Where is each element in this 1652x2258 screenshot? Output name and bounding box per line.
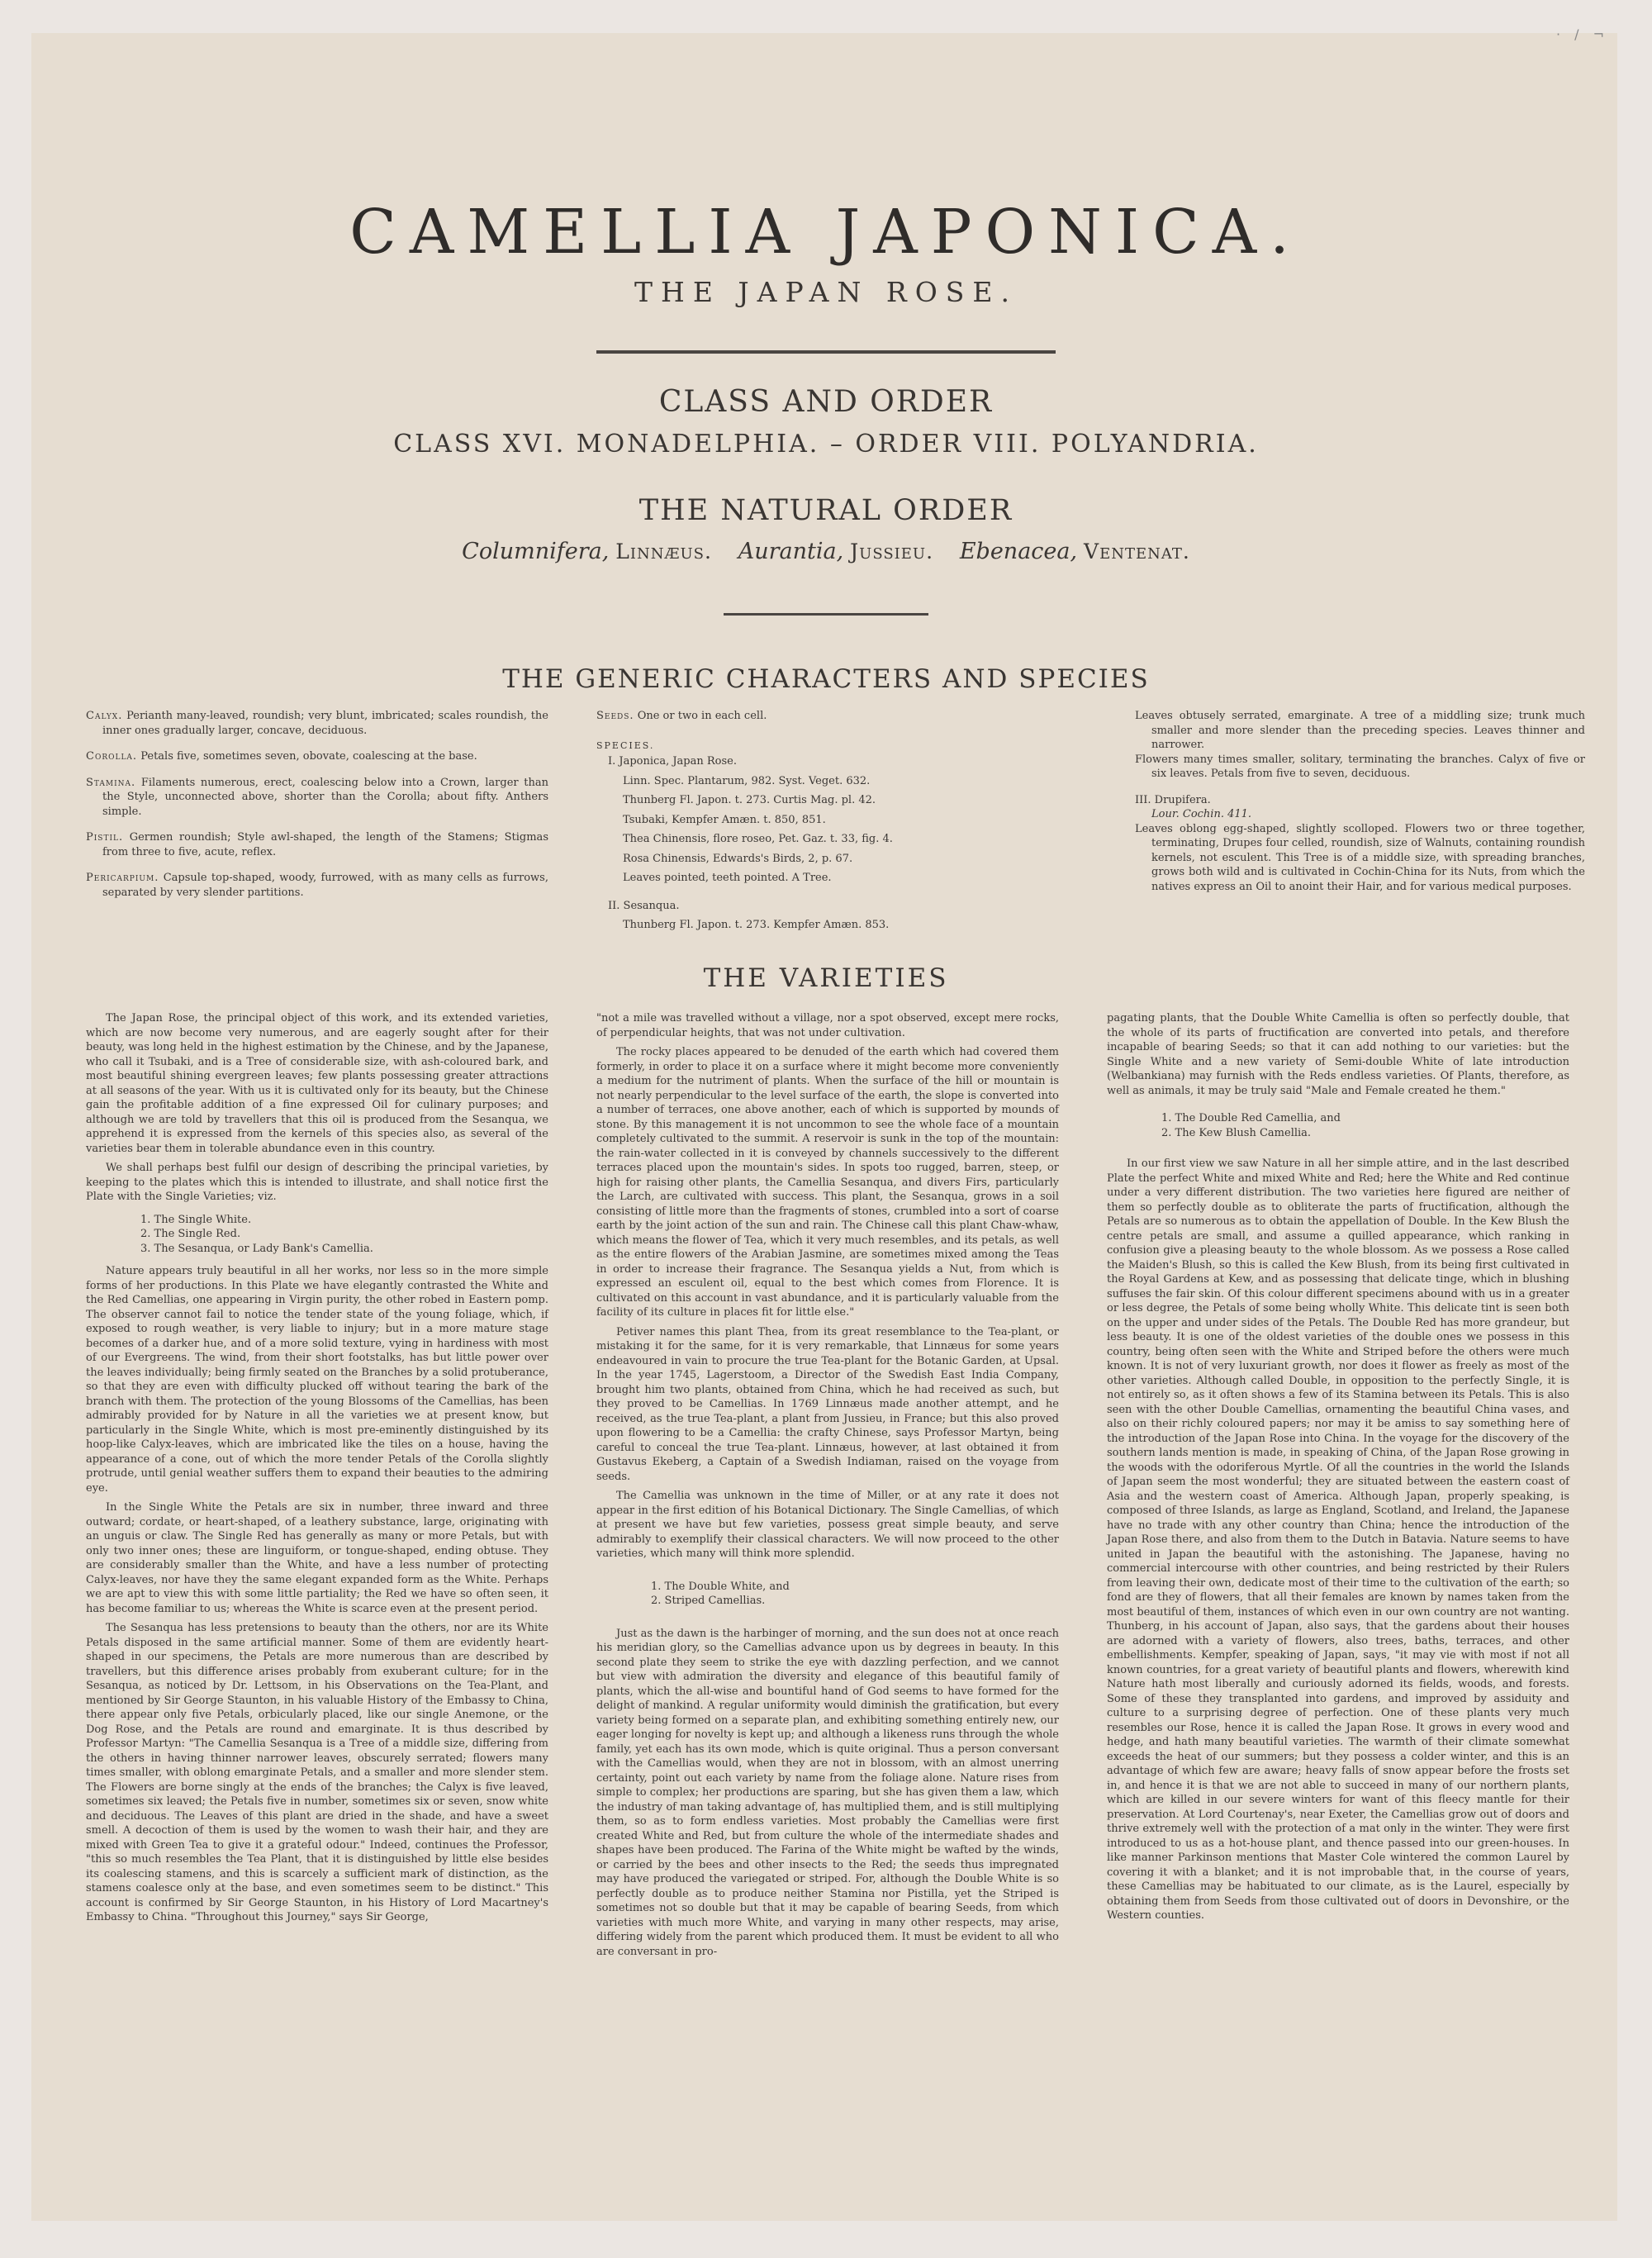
generic-characters-column-middle (596, 709, 1059, 938)
natural-order-heading: THE NATURAL ORDER (638, 494, 1014, 527)
natural-a-name: Columnifera, (462, 539, 610, 564)
variety-list-item: 2. The Kew Blush Camellia. (1161, 1126, 1312, 1139)
species-3-heading: III. Drupifera. (1135, 793, 1211, 806)
generic-characters-column-left (86, 709, 548, 911)
corner-mark: · / ¬ (1555, 26, 1609, 42)
page-title: CAMELLIA JAPONICA. (349, 197, 1303, 268)
varieties-paragraph: Just as the dawn is the harbinger of morning, and the sun does not at once reach his meridian glory, so the Camellias advance upon us by degrees in beauty. In this second plate they seem to strike the eye with dazzling perfection, and we cannot but view with admiration the diversity and elegance of this beautiful family of plants, which the all-wise and bountiful hand of God seems to have formed for the delight of mankind. A regular uniformity would diminish the gratification, but every variety being formed on a separate plan, and exhibiting something entirely new, our eager longing for novelty is kept up; and although a likeness runs through the whole family, yet each has its own mode, which is quite original. Thus a person conversant with the Camellias would, when they are not in blossom, with an almost unerring certainty, point out each variety by name from the foliage alone. Nature rises from simple to complex; her productions are sparing, but she has given them a law, which the industry of man taking advantage of, has multiplied them, and is still multiplying them, so as to form endless varieties. Most probably the Camellias were first created White and Red, but from culture the whole of the intermediate shades and shapes have been produced. The Farina of the White might be wafted by the winds, or carried by the bees and other insects to the Red; the seeds thus impregnated may have produced the variegated or striped. For, although the Double White is so perfectly double as to produce neither Stamina nor Pistilla, yet the Striped is sometimes not so double but that it may be capable of bearing Seeds, from which varieties with much more White, and varying in many other respects, may arise, differing widely from the parent which produced them. It must be evident to all who are conversant in pro- (596, 1627, 1059, 1958)
page-subtitle: THE JAPAN ROSE. (634, 276, 1018, 308)
variety-list-item: 1. The Double White, and (651, 1580, 790, 1593)
natural-a-author: Linnæus. (615, 540, 712, 563)
varieties-column-left (86, 1011, 548, 1930)
red-blush-varieties-list (1107, 1111, 1569, 1140)
species-3-description: Leaves oblong egg-shaped, slightly scolloped. Flowers two or three together, terminating, Drupes four celled, roundish, size of Walnuts, containing roundish kernels, not esculent. This Tree is of a middle size, with spreading branches, grows both wild and is cultivated in Cochin-China for its Nuts, from which the natives express an Oil to anoint their Hair, and for various medical purposes. (1135, 822, 1585, 893)
varieties-heading: THE VARIETIES (703, 963, 949, 993)
varieties-paragraph: pagating plants, that the Double White Camellia is often so perfectly double, that the whole of its parts of fructification are converted into petals, and therefore incapable of bearing Seeds; so that it can add nothing to our varieties: but the Single White and a new variety of Semi-double White of late introduction (Welbankiana) may furnish with the Reds endless varieties. Of Plants, therefore, as well as animals, it may be truly said "Male and Female created he them." (1107, 1012, 1569, 1097)
species-1-heading: I. Japonica, Japan Rose. (608, 755, 737, 768)
section-divider (724, 613, 928, 616)
species-3-reference: Lour. Cochin. 411. (1151, 808, 1252, 820)
class-heading: CLASS AND ORDER (658, 385, 994, 419)
calyx-entry: Calyx. Perianth many-leaved, roundish; very blunt, imbricated; scales roundish, the inner ones gradually larger, concave, deciduous. (86, 710, 548, 737)
species-1-line: Rosa Chinensis, Edwards's Birds, 2, p. 67. (623, 852, 853, 865)
species-1-line: Thunberg Fl. Japon. t. 273. Curtis Mag. pl. 42. (623, 794, 876, 806)
pericarp-entry: Pericarpium. Capsule top-shaped, woody, furrowed, with as many cells as furrows, separated by very slender partitions. (86, 872, 548, 899)
varieties-paragraph: The Camellia was unknown in the time of Miller, or at any rate it does not appear in the first edition of his Botanical Dictionary. The Single Camellias, of which at present we have but few varieties, possess great simple beauty, and serve admirably to exemplify their classical characters. We will now proceed to the other varieties, which many will think more splendid. (596, 1490, 1059, 1560)
natural-b-name: Aurantia, (738, 539, 844, 564)
species-1-line: Linn. Spec. Plantarum, 982. Syst. Veget. 632. (623, 774, 871, 787)
double-varieties-list (596, 1580, 1059, 1609)
species-label: SPECIES. (596, 739, 655, 751)
sesanqua-description: Leaves obtusely serrated, emarginate. A tree of a middling size; trunk much smaller and more slender than the preceding species. Leaves thinner and narrower. (1135, 710, 1585, 751)
seeds-entry: Seeds. One or two in each cell. (596, 710, 767, 722)
varieties-paragraph: Nature appears truly beautiful in all her works, nor less so in the more simple forms of her productions. In this Plate we have elegantly contrasted the White and the Red Camellias, one appearing in Virgin purity, the other robed in Eastern pomp. The observer cannot fail to notice the tender state of the young foliage, which, if exposed to rough weather, is very liable to injury; but in a more mature stage becomes of a darker hue, and of a more solid texture, vying in hardiness with most of our Evergreens. The wind, from their short footstalks, has but little power over the leaves individually; being firmly seated on the Branches by a solid protuberance, so that they are even with difficulty plucked off without tearing the bark of the branch with them. The protection of the young Blossoms of the Camellias, has been admirably provided for by Nature in all the varieties we at present know, but particularly in the Single White, which is most pre-eminently distinguished by its hoop-like Calyx-leaves, which are imbricated like the tiles on a house, having the appearance of a cone, out of which the more tender Petals of the Corolla slightly protrude, until genial weather suffers them to expand their beauties to the admiring eye. (86, 1265, 548, 1495)
varieties-paragraph: We shall perhaps best fulfil our design of describing the principal varieties, by keeping to the plates which this is intended to illustrate, and shall notice first the Plate with the Single Varieties; viz. (86, 1162, 548, 1203)
variety-list-item: 1. The Single White. (140, 1213, 252, 1226)
generic-characters-column-right (1135, 709, 1585, 906)
stamina-entry: Stamina. Filaments numerous, erect, coalescing below into a Crown, larger than the Style, unconnected above, shorter than the Corolla; about fifty. Anthers simple. (86, 776, 548, 818)
pistil-entry: Pistil. Germen roundish; Style awl-shaped, the length of the Stamens; Stigmas from three to five, acute, reflex. (86, 831, 548, 858)
generic-characters-heading: THE GENERIC CHARACTERS AND SPECIES (502, 664, 1150, 694)
varieties-paragraph: The Sesanqua has less pretensions to beauty than the others, nor are its White Petals disposed in the same artificial manner. Some of them are evidently heart-shaped in our specimens, the Petals are more numerous than are described by travellers, but this difference arises probably from exuberant culture; for in the Sesanqua, as noticed by Dr. Lettsom, in his Observations on the Tea-Plant, and mentioned by Sir George Staunton, in his valuable History of the Embassy to China, there appear only five Petals, orbicularly placed, like our single Anemone, or the Dog Rose, and the Petals are round and emarginate. It is thus described by Professor Martyn: "The Camellia Sesanqua is a Tree of a middle size, differing from the others in having thinner narrower leaves, obscurely serrated; flowers many times smaller, with oblong emarginate Petals, and a smaller and more slender stem. The Flowers are borne singly at the ends of the branches; the Calyx is five leaved, sometimes six leaved; the Petals five in number, sometimes six or seven, snow white and deciduous. The Leaves of this plant are dried in the shade, and have a sweet smell. A decoction of them is used by the women to wash their hair, and they are mixed with Green Tea to give it a grateful odour." Indeed, continues the Professor, "this so much resembles the Tea Plant, that it is distinguished by little else besides its coalescing stamens, and this is scarcely a sufficient mark of distinction, as the stamens coalesce only at the base, and even sometimes seem to be distinct." This account is confirmed by Sir George Staunton, in his History of Lord Macartney's Embassy to China. "Throughout this Journey," says Sir George, (86, 1622, 548, 1923)
species-1-line: Thea Chinensis, flore roseo, Pet. Gaz. t. 33, fig. 4. (623, 833, 893, 845)
varieties-column-middle (596, 1011, 1059, 1964)
varieties-paragraph: The Japan Rose, the principal object of this work, and its extended varieties, which are now become very numerous, and are eagerly sought after for their beauty, was long held in the highest estimation by the Chinese, and by the Japanese, who call it Tsubaki, and is a Tree of considerable size, with ash-coloured bark, and most beautiful shining evergreen leaves; few plants possessing greater attractions at all seasons of the year. With us it is cultivated only for its beauty, but the Chinese gain the profitable addition of a fine expressed Oil for culinary purposes; and although we are told by travellers that this oil is produced from the Sesanqua, we apprehend it is expressed from the kernels of this species also, as several of the varieties bear them in tolerable abundance even in this country. (86, 1012, 548, 1155)
species-2-line: Thunberg Fl. Japon. t. 273. Kempfer Amæn. 853. (623, 919, 890, 931)
variety-list-item: 3. The Sesanqua, or Lady Bank's Camellia. (140, 1242, 373, 1255)
species-2-heading: II. Sesanqua. (608, 899, 680, 912)
varieties-paragraph: "not a mile was travelled without a village, nor a spot observed, except mere rocks, of perpendicular heights, that was not under cultivation. (596, 1012, 1059, 1039)
varieties-column-right (1107, 1011, 1569, 1928)
varieties-paragraph: The rocky places appeared to be denuded of the earth which had covered them formerly, in order to place it on a surface where it might become more conveniently a medium for the nutriment of plants. When the surface of the hill or mountain is not nearly perpendicular to the level surface of the earth, the slope is converted into a number of terraces, one above another, each of which is supported by mounds of stone. By this management it is not uncommon to see the whole face of a mountain completely cultivated to the summit. A reservoir is sunk in the top of the mountain: the rain-water collected in it is conveyed by channels successively to the different terraces placed upon the mountain's sides. In spots too rugged, barren, steep, or high for raising other plants, the Camellia Sesanqua, and divers Firs, particularly the Larch, are cultivated with success. This plant, the Sesanqua, grows in a soil consisting of little more than the fragments of stones, crumbled into a sort of coarse earth by the joint action of the sun and rain. The Chinese call this plant Chaw-whaw, which means the flower of Tea, which it very much resembles, and its petals, as well as the entire flowers of the Arabian Jasmine, are sometimes mixed among the Teas in order to increase their fragrance. The Sesanqua yields a Nut, from which is expressed an esculent oil, equal to the best which comes from Florence. It is cultivated on this account in vast abundance, and it is particularly valuable from the facility of its culture in places fit for little else." (596, 1046, 1059, 1319)
class-order-line: CLASS XVI. MONADELPHIA. – ORDER VIII. POLYANDRIA. (393, 430, 1259, 459)
variety-list-item: 2. Striped Camellias. (651, 1595, 766, 1607)
natural-order-line (0, 539, 1652, 564)
varieties-paragraph: Petiver names this plant Thea, from its great resemblance to the Tea-plant, or mistaking it for the same, for it is very remarkable, that Linnæus for some years endeavoured in vain to procure the true Tea-plant for the Botanic Garden, at Upsal. In the year 1745, Lagerstoom, a Director of the Swedish East India Company, brought him two plants, obtained from China, which he had received as such, but they proved to be Camellias. In 1769 Linnæus made another attempt, and he received, as the true Tea-plant, a plant from Jussieu, in France; but this also proved upon flowering to be a Camellia: the crafty Chinese, says Professor Martyn, being careful to conceal the true Tea-plant. Linnæus, however, at last obtained it from Gustavus Ekeberg, a Captain of a Swedish Indiaman, raised on the voyage from seeds. (596, 1325, 1059, 1483)
variety-list-item: 1. The Double Red Camellia, and (1161, 1112, 1341, 1124)
title-divider (596, 350, 1056, 354)
varieties-paragraph: In our first view we saw Nature in all her simple attire, and in the last described Plate the perfect White and mixed White and Red; here the White and Red continue under a very different distribution. The two varieties here figured are neither of them so perfectly double as to obliterate the parts of fructification, although the Petals are so numerous as to obtain the appellation of Double. In the Kew Blush the centre petals are small, and assume a quilled appearance, which ranking in confusion give a pleasing beauty to the whole blossom. As we possess a Rose called the Maiden's Blush, so this is called the Kew Blush, from its being first cultivated in the Royal Gardens at Kew, and as possessing that delicate tinge, which in blushing suffuses the fair skin. Of this colour different specimens abound with us in a greater or less degree, the Petals of some being wholly White. This delicate tint is seen both on the upper and under sides of the Petals. The Double Red has more grandeur, but less beauty. It is one of the oldest varieties of the double ones we possess in this country, being often seen with the White and Striped before the others were much known. It is not of very luxuriant growth, nor does it flower as freely as most of the other varieties. Although called Double, in opposition to the perfectly Single, it is not entirely so, as it often shows a few of its Stamina between its Petals. This is also seen with the other Double Camellias, ornamenting the beautiful China vases, and also on their richly coloured papers; nor may it be amiss to say something here of the introduction of the Japan Rose into China. In the voyage for the discovery of the southern lands mention is made, in speaking of China, of the Japan Rose growing in the woods with the odoriferous Myrtle. Of all the countries in the world the Islands of Japan seem the most wonderful; they are situated between the eastern coast of Asia and the western coast of America. Although Japan, properly speaking, is composed of three Islands, as large as England, Scotland, and Ireland, the Japanese have no trade with any other country than China; hence the introduction of the Japan Rose there, and also from them to the Dutch in Batavia. Nature seems to have united in Japan the beautiful with the astonishing. The Japanese, having no commercial intercourse with other countries, and being restricted by their Rulers from leaving their own, dedicate most of their time to the cultivation of the earth; so fond are they of flowers, that all their females are known by names taken from the most beautiful of them, instances of which even in our own country are not wanting. Thunberg, in his account of Japan, also says, that the gardens about their houses are adorned with a variety of flowers, also trees, baths, terraces, and other embellishments. Kempfer, speaking of Japan, says, "it may vie with most if not all known countries, for a great variety of beautiful plants and flowers, wherewith kind Nature hath most liberally and curiously adorned its fields, woods, and forests. Some of these they transplanted into gardens, and improved by assiduity and culture to a surprising degree of perfection. One of these plants very much resembles our Rose, hence it is called the Japan Rose. It grows in every wood and hedge, and hath many beautiful varieties. The warmth of their climate somewhat exceeds the heat of our summers; but they possess a colder winter, and this is an advantage of which few are aware; heavy falls of snow appear before the frosts set in, and hence it is that we are not able to succeed in many of our northern plants, which are killed in our severe winters for want of this fleecy mantle for their preservation. At Lord Courtenay's, near Exeter, the Camellias grow out of doors and thrive extremely well with the protection of a mat only in the winter. They were first introduced to us as a hot-house plant, and thence passed into our green-houses. In like manner Parkinson mentions that Master Cole wintered the common Laurel by covering it with a blanket; and it is not improbable that, in the course of years, these Camellias may be habituated to our climate, as is the Laurel, especially by obtaining them from Seeds from those cultivated out of doors in Devonshire, or the Western counties. (1107, 1158, 1569, 1922)
variety-list-item: 2. The Single Red. (140, 1228, 241, 1240)
varieties-paragraph: In the Single White the Petals are six in number, three inward and three outward; cordate, or heart-shaped, of a leathery substance, large, originating with an unguis or claw. The Single Red has generally as many or more Petals, but with only two inner ones; these are linguiform, or tongue-shaped, ending obtuse. They are considerably smaller than the White, and have a less number of protecting Calyx-leaves, nor have they the same elegant expanded form as the White. Perhaps we are apt to view this with some little partiality; the Red we have so often seen, it has become familiar to us; whereas the White is scarce even at the present period. (86, 1501, 548, 1615)
natural-b-author: Jussieu. (850, 540, 934, 563)
natural-c-name: Ebenacea, (959, 539, 1078, 564)
species-1-line: Leaves pointed, teeth pointed. A Tree. (623, 872, 832, 884)
corolla-entry: Corolla. Petals five, sometimes seven, obovate, coalescing at the base. (86, 750, 477, 763)
sesanqua-description: Flowers many times smaller, solitary, terminating the branches. Calyx of five or six leaves. Petals from five to seven, deciduous. (1135, 753, 1585, 780)
natural-c-author: Ventenat. (1084, 540, 1190, 563)
single-varieties-list (86, 1213, 548, 1257)
species-1-line: Tsubaki, Kempfer Amæn. t. 850, 851. (623, 813, 826, 826)
